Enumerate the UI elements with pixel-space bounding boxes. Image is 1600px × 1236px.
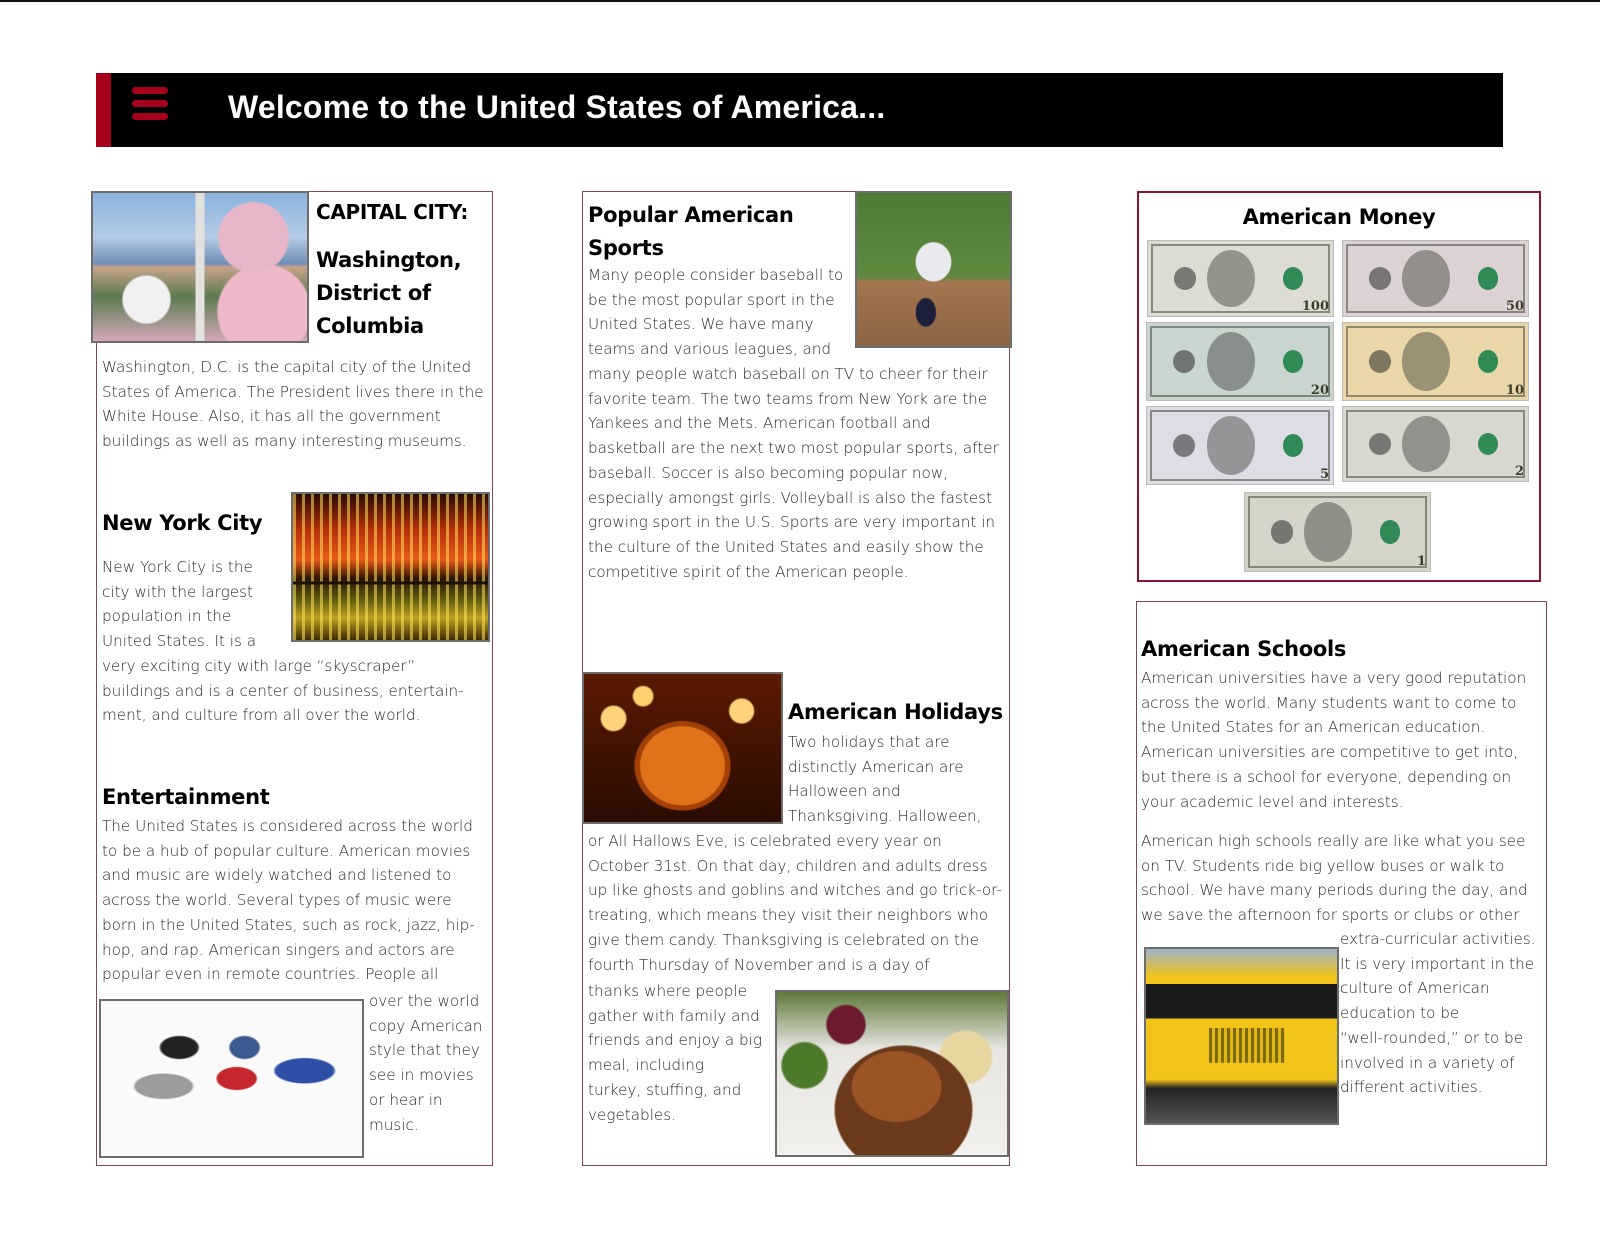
schools-body-1: American universities have a very good reputation across the world. Many students want to come to the United States for an American education. American universities are competitive to get into, but there is a school for everyone, depending on your academic level and interests. — [1141, 669, 1527, 811]
entertainment-body: The United States is considered across the world to be a hub of popular culture. American movies and music are widely watched and listened to across the world. Several types of music were born in the United States, such as rock, jazz, hip-hop, and rap. American singers and actors are popular even in remote countries. People all — [102, 817, 475, 984]
nyc-line: United States. It is a — [102, 632, 257, 651]
nyc-line: city with the largest — [102, 582, 253, 601]
entertainment-line: music. — [369, 1115, 419, 1134]
page-top-rule — [0, 0, 1600, 2]
schools-line: culture of American — [1340, 979, 1490, 998]
baseball-batter-image — [855, 191, 1012, 348]
entertainment-heading: Entertainment — [102, 785, 270, 809]
schools-line: involved in a variety of — [1340, 1053, 1515, 1072]
holidays-line: Halloween and — [788, 782, 901, 801]
money-heading: American Money — [1242, 205, 1436, 229]
holidays-line: friends and enjoy a big — [588, 1031, 762, 1050]
nyc-heading: New York City — [102, 511, 263, 535]
breakdancers-image — [99, 999, 364, 1158]
page-title: Welcome to the United States of America... — [228, 89, 886, 125]
bill-denomination: 5 — [1319, 467, 1329, 482]
entertainment-line: copy American — [369, 1016, 483, 1035]
capital-city-line-2: District of — [316, 281, 431, 305]
entertainment-line: or hear in — [369, 1090, 443, 1109]
holidays-body-wrapped — [788, 730, 1003, 829]
nyc-body-rest: very exciting city with large “skyscraper” buildings and is a center of business, entertain-ment, and culture from all over the world. — [102, 657, 464, 725]
bill-denomination: 1 — [1416, 554, 1426, 569]
entertainment-line: style that they — [369, 1041, 480, 1060]
twenty-dollar-bill — [1146, 322, 1334, 401]
capital-city-line-1: Washington, — [316, 248, 462, 272]
schools-body-2: American high schools really are like what you see on TV. Students ride big yellow buses or walk to school. We have many periods during the day, and we save the afternoon for sports or clubs or other — [1141, 832, 1528, 925]
schools-body-wrapped — [1340, 927, 1545, 1100]
new-york-city-image — [291, 492, 490, 642]
five-dollar-bill — [1146, 406, 1334, 485]
entertainment-line: over the world — [369, 992, 480, 1010]
nyc-line: New York City is the — [102, 558, 253, 576]
bill-denomination: 100 — [1301, 299, 1329, 314]
sports-heading — [588, 199, 794, 265]
schools-line: “well-rounded,” or to be — [1340, 1028, 1524, 1047]
entertainment-body-wrapped — [369, 989, 489, 1137]
washington-dc-image — [91, 191, 309, 343]
hundred-dollar-bill — [1147, 240, 1334, 317]
school-bus-image — [1144, 947, 1339, 1125]
holidays-body-mid: or All Hallows Eve, is celebrated every year on October 31st. On that day, children and adults dress up like ghosts and goblins and witches and go trick-or-treating, which means they visit their neighbors who give them candy. Thanksgiving is celebrated on the fourth Thursday of November and is a day of — [588, 832, 1002, 974]
fifty-dollar-bill — [1342, 240, 1529, 317]
two-dollar-bill — [1342, 406, 1529, 482]
sports-line: Many people consider baseball to — [588, 266, 844, 284]
holidays-line: meal, including — [588, 1056, 704, 1075]
capital-city-line-3: Columbia — [316, 314, 424, 338]
schools-line: different activities. — [1340, 1078, 1483, 1097]
bill-denomination: 20 — [1310, 383, 1329, 398]
one-dollar-bill — [1244, 492, 1431, 572]
bill-denomination: 50 — [1505, 299, 1524, 314]
holidays-line: turkey, stuffing, and — [588, 1080, 742, 1099]
schools-heading: American Schools — [1141, 637, 1347, 661]
holidays-line: thanks where people — [588, 982, 748, 1000]
holidays-line: Thanksgiving. Halloween, — [788, 807, 982, 826]
sports-body-rest: many people watch baseball on TV to cheer for their favorite team. The two teams from New York are the Yankees and the Mets. American football and basketball are the next two most popular sports, after baseball. Soccer is also becoming popular now, especially amongst girls. Volleyball is also the fastest growing sport in the U.S. Sports are very important in the culture of the United States and easily show the competitive spirit of the American people. — [588, 365, 999, 581]
sports-heading-line-2: Sports — [588, 236, 664, 260]
schools-line: It is very important in the — [1340, 954, 1535, 973]
capital-city-name — [316, 244, 461, 343]
ten-dollar-bill — [1342, 322, 1529, 401]
holidays-line: Two holidays that are — [788, 733, 950, 751]
sports-heading-line-1: Popular American — [588, 203, 794, 227]
banner-accent-bar — [96, 73, 111, 147]
entertainment-line: see in movies — [369, 1066, 474, 1085]
nyc-line: population in the — [102, 607, 232, 626]
holidays-heading: American Holidays — [788, 700, 1003, 724]
menu-bars-icon — [132, 87, 168, 121]
holidays-line: gather with family and — [588, 1006, 760, 1025]
capital-city-body: Washington, D.C. is the capital city of the United States of America. The President lives there in the White House. Also, it has all the government buildings as well as many interesting museums. — [102, 358, 484, 451]
sports-body-wrapped — [588, 263, 853, 362]
bill-denomination: 10 — [1505, 383, 1524, 398]
jack-o-lantern-image — [582, 672, 783, 824]
capital-city-label: CAPITAL CITY: — [316, 200, 469, 224]
header-banner — [96, 73, 1503, 147]
schools-line: education to be — [1340, 1004, 1460, 1023]
nyc-body-wrapped — [102, 555, 282, 654]
sports-line: teams and various leagues, and — [588, 340, 832, 359]
holidays-line: distinctly American are — [788, 757, 964, 776]
holidays-body-wrapped-2 — [588, 979, 773, 1127]
bill-denomination: 2 — [1514, 464, 1524, 479]
schools-line: extra-curricular activities. — [1340, 930, 1536, 948]
sports-line: be the most popular sport in the — [588, 290, 835, 309]
thanksgiving-turkey-image — [775, 990, 1009, 1157]
sports-line: United States. We have many — [588, 315, 814, 334]
holidays-line: vegetables. — [588, 1105, 676, 1124]
